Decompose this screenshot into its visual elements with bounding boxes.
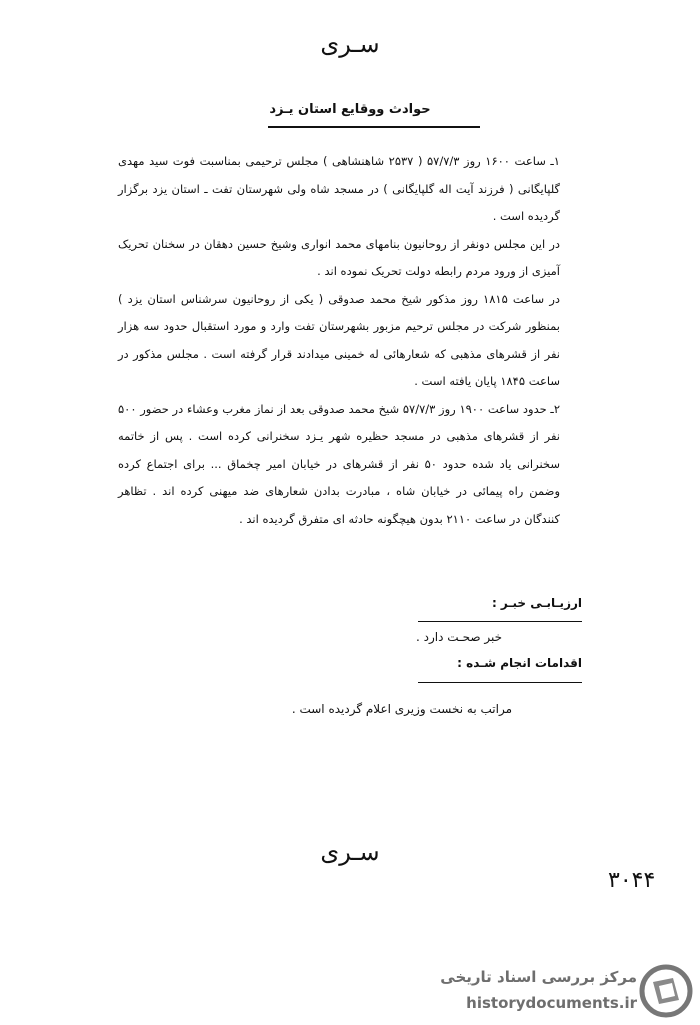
paragraph-1: ۱ـ ساعت ۱۶۰۰ روز ۵۷/۷/۳ ( ۲۵۳۷ شاهنشاهی ) مجلس ترحیمی بمناسبت فوت سید مهدی گلپایگانی ( فرزند آیت اله گلپایگانی ) در مسجد شاه ولی شهرستان تفت ـ استان یزد برگزار گردیده است . [118, 154, 560, 223]
evaluation-value: خبر صحـت دارد . [416, 630, 502, 644]
classification-top: سـرى [320, 30, 380, 58]
evaluation-underline [418, 621, 582, 622]
paragraph-2: در این مجلس دونفر از روحانیون بنامهای محمد انواری وشیخ حسین دهقان در سخنان تحریک آمیزی از ورود مردم رابطه دولت تحریک نموده اند . [118, 236, 560, 278]
actions-underline [418, 682, 582, 683]
actions-label: اقدامات انجام شـده : [457, 656, 582, 670]
document-body [118, 148, 560, 533]
paragraph-3: در ساعت ۱۸۱۵ روز مذکور شیخ محمد صدوقی ( یکی از روحانیون سرشناس استان یزد ) بمنظور شرکت در مجلس ترحیم مزبور بشهرستان تفت وارد و مورد استقبال حدود سه هزار نفر از قشرهای مذهبی که شعارهائی له خمینی میدادند قرار گرفته است . مجلس مذکور در ساعت ۱۸۴۵ پایان یافته است . [118, 291, 561, 388]
evaluation-label: ارزيـابـی خبـر : [491, 596, 582, 610]
classification-bottom: سـرى [320, 838, 380, 866]
archive-logo-icon [639, 964, 693, 1018]
heading-underline [268, 126, 480, 128]
actions-value: مراتب به نخست وزیری اعلام گردیده است . [291, 702, 512, 716]
watermark-url: historydocuments.ir [466, 994, 637, 1012]
paragraph-4: ۲ـ حدود ساعت ۱۹۰۰ روز ۵۷/۷/۳ شیخ محمد صدوقی بعد از نماز مغرب وعشاء در حضور ۵۰۰ نفر از قشرهای مذهبی در مسجد حظیره شهر یـزد سخنرانی کرده است . پس از خاتمه سخنرانی یاد شده حدود ۵۰ نفر از قشرهای در خیابان امیر چخماق ... برای اجتماع کرده وضمن راه پیمائی در خیابان شاه ، مبادرت بدادن شعارهای ضد میهنی کرده اند . تظاهر کنندگان در ساعت ۲۱۱۰ بدون هیچگونه حادثه ای متفرق گردیده اند . [118, 401, 560, 526]
page-number: ۳۰۴۴ [608, 868, 656, 893]
document-heading: حوادث ووقايع استان يـزد [269, 102, 431, 117]
archive-watermark [395, 962, 695, 1020]
watermark-title: مرکز بررسی اسناد تاریخی [440, 968, 637, 986]
